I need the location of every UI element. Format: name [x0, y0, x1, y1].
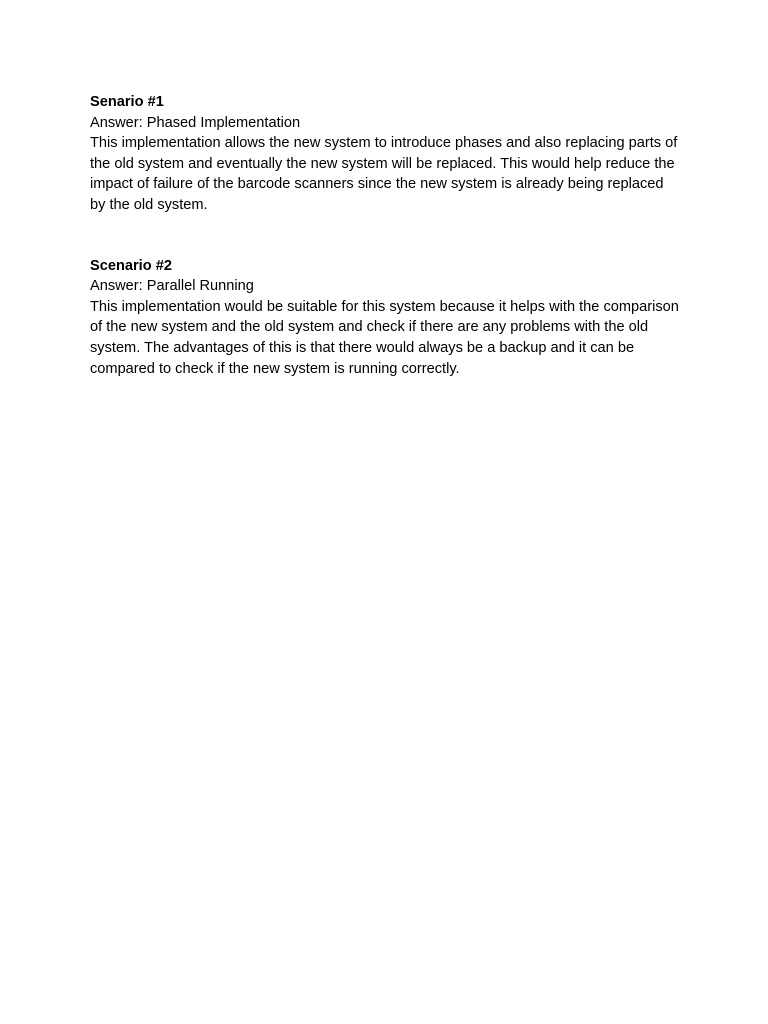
scenario-1-body: This implementation allows the new system to introduce phases and also replacing parts of the old system and eventually the new system will be replaced. This would help reduce the impact of failure of the barcode scanners since the new system is already being replaced by the old system. [90, 135, 678, 213]
scenario-1-answer: Answer: Phased Implementation [90, 114, 301, 131]
scenario-1-heading: Senario #1 [90, 94, 164, 110]
document-content [90, 92, 680, 379]
scenario-1-section [90, 92, 680, 216]
scenario-2-answer: Answer: Parallel Running [90, 278, 254, 295]
scenario-2-body: This implementation would be suitable for this system because it helps with the comparison of the new system and the old system and check if there are any problems with the old system. The advantages of this is that there would always be a backup and it can be compared to check if the new system is running correctly. [90, 298, 679, 377]
scenario-2-section [90, 256, 680, 380]
scenario-2-heading: Scenario #2 [90, 257, 172, 274]
